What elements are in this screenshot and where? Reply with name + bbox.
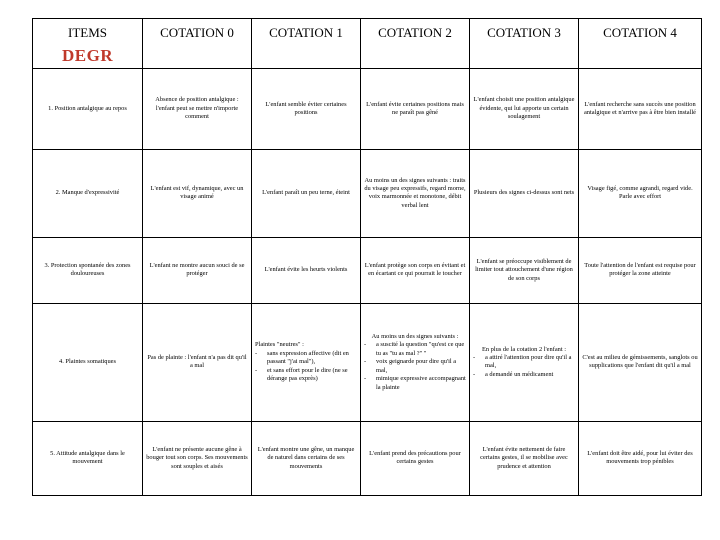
table-cell: Au moins un des signes suivants : traits du visage peu expressifs, regard morne, voix marmonnée et monotone, débit verbal lent bbox=[361, 149, 470, 237]
table-cell: L'enfant paraît un peu terne, éteint bbox=[252, 149, 361, 237]
table-cell: Visage figé, comme agrandi, regard vide. Parle avec effort bbox=[579, 149, 702, 237]
table-cell: L'enfant ne montre aucun souci de se protéger bbox=[143, 237, 252, 303]
column-header-cotation-3: COTATION 3 bbox=[470, 19, 579, 69]
table-cell: L'enfant choisit une position antalgique évidente, qui lui apporte un certain soulagement bbox=[470, 68, 579, 149]
table-cell: L'enfant évite certaines positions mais ne paraît pas gêné bbox=[361, 68, 470, 149]
row-item-label: 1. Position antalgique au repos bbox=[33, 68, 143, 149]
table-cell bbox=[361, 303, 470, 421]
table-row bbox=[33, 149, 702, 237]
column-header-cotation-0: COTATION 0 bbox=[143, 19, 252, 69]
list-item: - a attiré l'attention pour dire qu'il a mal, bbox=[473, 354, 572, 370]
cell-intro: En plus de la cotation 2 l'enfant : bbox=[481, 345, 567, 353]
table-row bbox=[33, 421, 702, 495]
table-cell: L'enfant prend des précautions pour certains gestes bbox=[361, 421, 470, 495]
list-item-text: et sans effort pour le dire (ne se dérange pas exprès) bbox=[267, 366, 348, 383]
list-item-text: a demandé un médicament bbox=[485, 370, 554, 378]
rating-table bbox=[32, 18, 702, 496]
table-cell: L'enfant doit être aidé, pour lui éviter des mouvements trop pénibles bbox=[579, 421, 702, 495]
items-label: ITEMS bbox=[68, 25, 107, 40]
column-header-cotation-4: COTATION 4 bbox=[579, 19, 702, 69]
column-header-cotation-2: COTATION 2 bbox=[361, 19, 470, 69]
table-cell bbox=[470, 303, 579, 421]
bullet-list bbox=[473, 354, 575, 379]
table-cell: Toute l'attention de l'enfant est requise pour protéger la zone atteinte bbox=[579, 237, 702, 303]
list-item: - mimique expressive accompagnant la plainte bbox=[364, 375, 466, 391]
table-cell: L'enfant évite les heurts violents bbox=[252, 237, 361, 303]
bullet-list bbox=[364, 341, 466, 392]
list-item: - et sans effort pour le dire (ne se dérange pas exprès) bbox=[255, 366, 348, 383]
list-item: - a demandé un médicament bbox=[473, 370, 554, 378]
row-item-label: 3. Protection spontanée des zones douloureuses bbox=[33, 237, 143, 303]
row-item-label: 2. Manque d'expressivité bbox=[33, 149, 143, 237]
list-item-text: sans expression affective (dit en passant "j'ai mal"), bbox=[267, 349, 349, 366]
table-cell: Pas de plainte : l'enfant n'a pas dit qu'il a mal bbox=[143, 303, 252, 421]
header-row bbox=[33, 19, 702, 69]
list-item-text: a suscité la question "qu'est ce que tu as "tu as mal ?" " bbox=[376, 341, 465, 357]
table-cell: L'enfant recherche sans succès une position antalgique et n'arrive pas à être bien installé bbox=[579, 68, 702, 149]
list-item-text: voix geignarde pour dire qu'il a mal, bbox=[376, 358, 457, 374]
table-cell: L'enfant évite nettement de faire certains gestes, il se mobilise avec prudence et attention bbox=[470, 421, 579, 495]
list-item: - a suscité la question "qu'est ce que tu as "tu as mal ?" " bbox=[364, 341, 465, 357]
table-cell: Plusieurs des signes ci-dessus sont nets bbox=[470, 149, 579, 237]
cell-intro: Au moins un des signes suivants : bbox=[371, 332, 459, 340]
table-cell: L'enfant montre une gêne, un manque de naturel dans certains de ses mouvements bbox=[252, 421, 361, 495]
list-item-text: a attiré l'attention pour dire qu'il a mal, bbox=[485, 354, 572, 370]
degr-label: DEGR bbox=[62, 46, 114, 66]
list-item-text: mimique expressive accompagnant la plainte bbox=[376, 375, 466, 391]
column-header-cotation-1: COTATION 1 bbox=[252, 19, 361, 69]
cell-intro: Plaintes "neutres" : bbox=[255, 341, 304, 349]
table-cell: C'est au milieu de gémissements, sanglots ou supplications que l'enfant dit qu'il a mal bbox=[579, 303, 702, 421]
row-item-label: 5. Attitude antalgique dans le mouvement bbox=[33, 421, 143, 495]
table-cell: L'enfant ne présente aucune gêne à bouger tout son corps. Ses mouvements sont souples et aisés bbox=[143, 421, 252, 495]
table-cell: L'enfant protège son corps en évitant et en écartant ce qui pourrait le toucher bbox=[361, 237, 470, 303]
table-cell: L'enfant se préoccupe visiblement de limiter tout attouchement d'une région de son corps bbox=[470, 237, 579, 303]
table-row bbox=[33, 303, 702, 421]
table-row bbox=[33, 68, 702, 149]
items-header bbox=[33, 19, 143, 69]
table-row bbox=[33, 237, 702, 303]
table-cell: L'enfant est vif, dynamique, avec un visage animé bbox=[143, 149, 252, 237]
table-cell: L'enfant semble éviter certaines positions bbox=[252, 68, 361, 149]
table-cell bbox=[252, 303, 361, 421]
row-item-label: 4. Plaintes somatiques bbox=[33, 303, 143, 421]
table-cell: Absence de position antalgique : l'enfant peut se mettre n'importe comment bbox=[143, 68, 252, 149]
bullet-list bbox=[255, 350, 357, 384]
list-item: - voix geignarde pour dire qu'il a mal, bbox=[364, 358, 457, 374]
list-item: - sans expression affective (dit en passant "j'ai mal"), bbox=[255, 349, 349, 366]
